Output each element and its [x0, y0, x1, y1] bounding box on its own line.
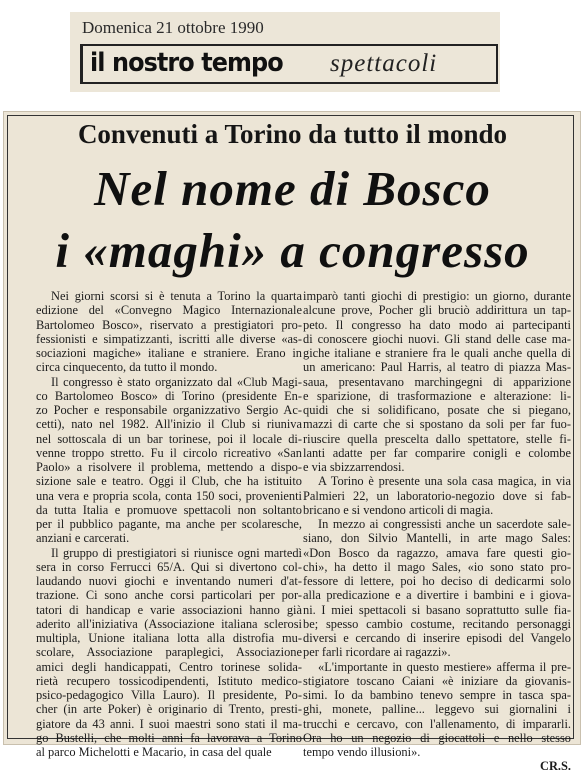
text-line: una vera e propria scola, conta 150 soci, provenienti: [36, 488, 302, 503]
text-line: Ora ho un negozio di giocattoli e nello stesso: [303, 730, 571, 745]
text-line: simi. Io da bambino tenevo sempre in tasca spa-: [303, 688, 571, 702]
text-line: Nei giorni scorsi si è tenuta a Torino la quarta: [51, 289, 302, 303]
text-line: tempo vendo illusioni».: [303, 745, 421, 759]
text-line: di conoscere giochi nuovi. Gli stand delle case ma-: [303, 331, 571, 346]
text-line: Palmieri 22, un laboratorio-negozio dove si fab-: [303, 488, 571, 503]
text-line: trucchi e cercavo, con l'allenamento, di impararli.: [303, 716, 571, 731]
text-line: edizione del «Convegno Magico Internazionale: [36, 303, 302, 318]
text-line: venne troppo stretto. Fu il circolo ricreativo «San: [36, 445, 302, 460]
text-line: aderito all'iniziativa (Associazione italiana sclerosi: [36, 616, 302, 631]
text-line: imparò tanti giochi di prestigio: un giorno, durante: [303, 289, 571, 303]
text-line: multipla, Unione italiana lotta alla distrofia mu-: [36, 631, 302, 645]
author-signature: CR.S.: [540, 759, 571, 774]
text-line: alla predicazione e a divertire i bambini e i giova-: [303, 588, 571, 603]
text-line: anziani e carcerati.: [36, 531, 130, 546]
article-kicker: Convenuti a Torino da tutto il mondo: [77, 119, 508, 149]
text-line: riuscire quella prescelta dallo spettatore, stelle fi-: [303, 431, 571, 446]
text-line: diversi e cercando di inserire episodi del Vangelo: [303, 631, 571, 645]
text-line: un americano: Paul Harris, al teatro di piazza Mas-: [303, 360, 571, 375]
text-line: Il congresso è stato organizzato dal «Club Magi-: [51, 374, 302, 389]
text-line: lanti adatte per far comparire conigli e colombe: [303, 445, 571, 460]
text-line: «Don Bosco da ragazzo, amava fare questi gio-: [303, 545, 571, 560]
text-line: fessionisti e simpatizzanti, iscritti alle diverse «as-: [36, 331, 302, 346]
text-line: trazione. Ci sono anche corsi particolari per por-: [36, 588, 302, 603]
text-line: In mezzo ai congressisti anche un sacerdote sale-: [318, 517, 571, 531]
text-line: sera in corso Ferrucci 65/A. Qui si divertono col-: [36, 559, 302, 574]
text-line: rietà recupero tossicodipendenti, Istituto medico-: [36, 673, 302, 688]
text-line: tatori di handicap e varie associazioni hanno già: [36, 602, 302, 617]
text-line: da tutta Italia e promuove spettacoli non soltanto: [36, 502, 302, 517]
text-line: ni. I miei spettacoli si basano soprattutto sulle fia-: [303, 602, 571, 617]
text-line: A Torino è presente una sola casa magica, in via: [318, 474, 571, 489]
text-line: sizione sale e teatro. Oggi il Club, che ha istituito: [36, 474, 302, 489]
text-line: quidi che si solidificano, posate che si piegano,: [303, 403, 571, 417]
rubric-title: il nostro tempo: [90, 48, 283, 78]
text-line: nel sottoscala di un bar torinese, poi il locale di-: [36, 431, 302, 446]
text-line: fessore di lettere, poi ho deciso di dedicarmi solo: [303, 574, 571, 588]
text-line: chi», ha detto il mago Sales, «io sono stato pro-: [303, 559, 571, 574]
text-line: peto. Il congresso ha dato modo ai partecipanti: [303, 317, 571, 332]
text-line: per il pubblico pagante, ma anche per scolaresche,: [36, 517, 302, 531]
text-line: siano, don Silvio Mantelli, in arte mago Sales:: [303, 531, 571, 546]
text-line: mazzi di carte che si spostano da soli per far fuo-: [303, 417, 571, 432]
text-line: cher (in arte Poker) è originario di Trento, presti-: [36, 702, 302, 717]
text-line: ghi, monete, palline... leggevo sui giornalini i: [303, 702, 571, 717]
text-line: Il gruppo di prestigiatori si riunisce ogni martedì: [51, 545, 302, 560]
text-line: be; spesso cambio costume, recitando personaggi: [303, 616, 571, 631]
text-line: psico-pedagogico Villa Lauro). Il presidente, Po-: [36, 688, 302, 702]
text-line: stigiatore toscano Caiani «è iniziare da giovanis-: [303, 673, 571, 688]
article-column-right: [303, 289, 571, 774]
text-line: sociazioni magiche» italiane e straniere. Erano in: [36, 346, 302, 360]
article-column-left: [36, 289, 302, 759]
text-line: «L'importante in questo mestiere» afferma il pre-: [318, 659, 571, 674]
text-line: cetti), nato nel 1982. All'inizio il Club si riuniva: [36, 417, 302, 432]
text-line: saua, presentavano marchingegni di apparizione: [303, 374, 571, 389]
section-label: spettacoli: [330, 50, 438, 77]
publication-date: Domenica 21 ottobre 1990: [82, 18, 264, 37]
text-line: circa cinquecento, da tutto il mondo.: [36, 360, 218, 375]
text-line: bricano e si vendono articoli di magia.: [303, 502, 494, 517]
text-line: zo Pocher e responsabile organizzativo Sergio Ac-: [36, 403, 302, 417]
text-line: e sparizione, di trasformazione e alterazione: li-: [303, 388, 571, 403]
headline-line-1: Nel nome di Bosco: [94, 161, 491, 216]
text-line: al parco Michelotti e Macario, in casa del quale: [36, 745, 272, 759]
text-line: alcune prove, Pocher gli bruciò addirittura un tap-: [303, 303, 571, 318]
text-line: Paolo» a risolvere il problema, mettendo a dispo-: [36, 460, 302, 474]
text-line: amici degli handicappati, Centro torinese solida-: [36, 659, 302, 674]
headline-line-2: i «maghi» a congresso: [55, 223, 530, 278]
text-line: per farli ricordare ai ragazzi».: [303, 645, 451, 660]
text-line: go Bustelli, che molti anni fa lavorava a Torino: [36, 730, 302, 745]
text-line: Bartolomeo Bosco», riservato a prestigiatori pro-: [36, 317, 302, 332]
text-line: scolare, Associazione paraplegici, Associazione: [36, 645, 302, 660]
text-line: e via sbizzarrendosi.: [303, 460, 405, 474]
text-line: laudando nuovi giochi e inventando numeri d'at-: [36, 574, 302, 588]
text-line: giatore da 43 anni. I suoi maestri sono stati il ma-: [36, 716, 302, 731]
text-line: co Bartolomeo Bosco» di Torino (presidente En-: [36, 388, 302, 403]
text-line: giche italiane e straniere fra le quali anche quella di: [303, 346, 571, 360]
